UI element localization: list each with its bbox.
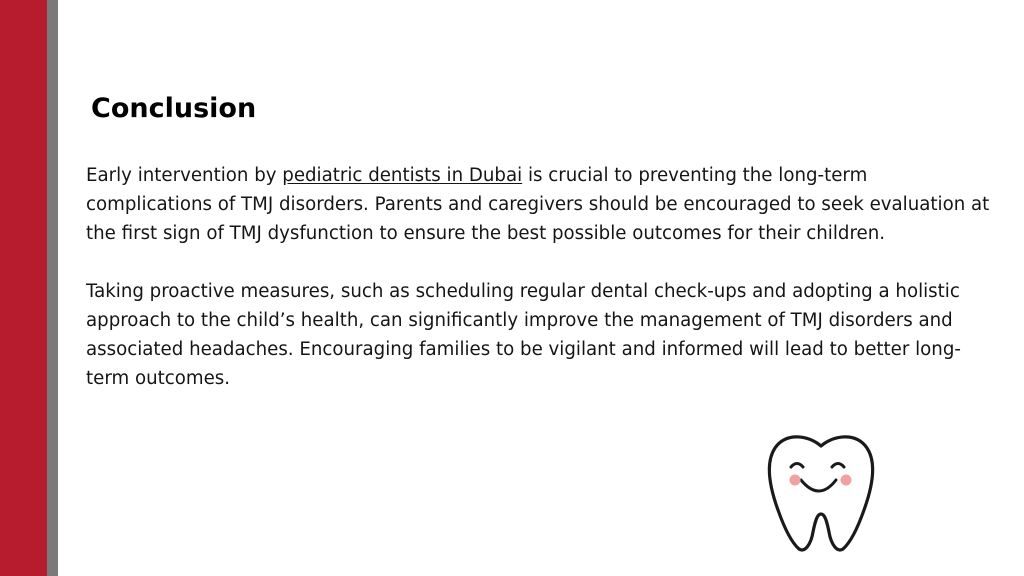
- paragraph-1: [86, 161, 991, 248]
- slide-title: Conclusion: [91, 93, 257, 124]
- left-accent-bar-gray: [47, 0, 58, 576]
- tooth-outline: [769, 437, 872, 550]
- paragraph-1-text-before-link: Early intervention by: [86, 165, 283, 186]
- paragraph-1-text-after-link: is crucial to preventing the long-term complications of TMJ disorders. Parents and caregivers should be encouraged to seek evaluation at the first sign of TMJ dysfunction to ensure the best possible outcomes for their children.: [86, 165, 990, 244]
- left-accent-bar-red: [0, 0, 47, 576]
- pediatric-dentists-link[interactable]: pediatric dentists in Dubai: [282, 165, 523, 186]
- tooth-left-cheek: [790, 475, 801, 486]
- paragraph-2: Taking proactive measures, such as scheduling regular dental check-ups and adopting a holistic approach to the child’s health, can significantly improve the management of TMJ disorders and associated headaches. Encouraging families to be vigilant and informed will lead to better long-term outcomes.: [86, 281, 961, 389]
- tooth-right-cheek: [841, 475, 852, 486]
- smiling-tooth-icon: [764, 430, 878, 556]
- slide-body: [86, 161, 991, 393]
